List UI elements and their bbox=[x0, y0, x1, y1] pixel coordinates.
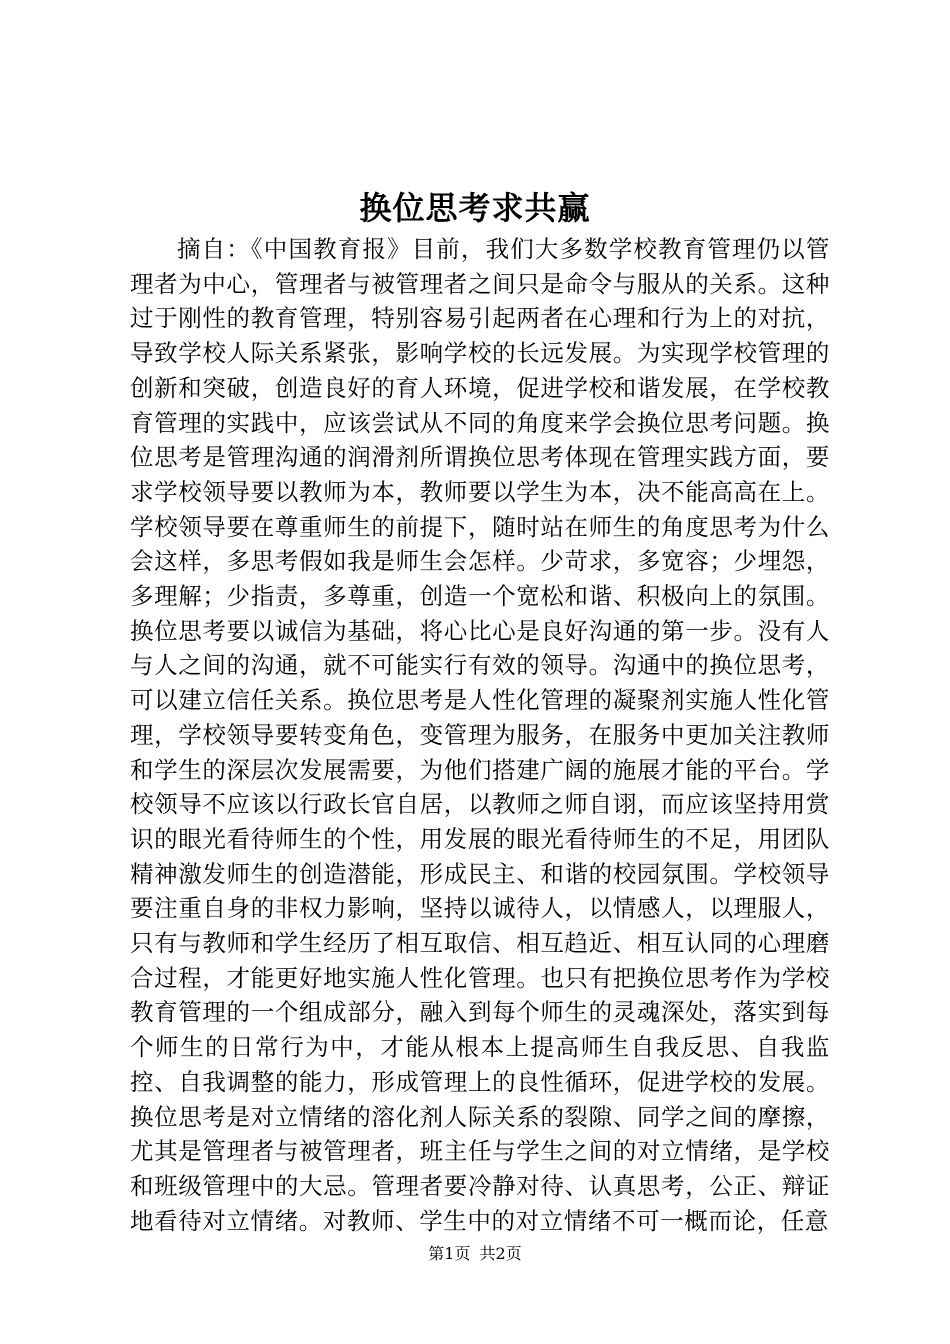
page-total: 共2页 bbox=[479, 1244, 522, 1263]
document-title: 换位思考求共赢 bbox=[359, 189, 591, 227]
body-paragraph: 摘自：《中国教育报》目前，我们大多数学校教育管理仍以管理者为中心，管理者与被管理者之间只是命令与服从的关系。这种过于刚性的教育管理，特别容易引起两者在心理和行为上的对抗，导致学校人际关系紧张，影响学校的长远发展。为实现学校管理的创新和突破，创造良好的育人环境，促进学校和谐发展，在学校教育管理的实践中，应该尝试从不同的角度来学会换位思考问题。换位思考是管理沟通的润滑剂所谓换位思考体现在管理实践方面，要求学校领导要以教师为本，教师要以学生为本，决不能高高在上。学校领导要在尊重师生的前提下，随时站在师生的角度思考为什么会这样，多思考假如我是师生会怎样。少苛求，多宽容；少埋怨，多理解；少指责，多尊重，创造一个宽松和谐、积极向上的氛围。换位思考要以诚信为基础，将心比心是良好沟通的第一步。没有人与人之间的沟通，就不可能实行有效的领导。沟通中的换位思考，可以建立信任关系。换位思考是人性化管理的凝聚剂实施人性化管理，学校领导要转变角色，变管理为服务，在服务中更加关注教师和学生的深层次发展需要，为他们搭建广阔的施展才能的平台。学校领导不应该以行政长官自居，以教师之师自诩，而应该坚持用赏识的眼光看待师生的个性，用发展的眼光看待师生的不足，用团队精神激发师生的创造潜能，形成民主、和谐的校园氛围。学校领导要注重自身的非权力影响，坚持以诚待人，以情感人，以理服人，只有与教师和学生经历了相互取信、相互趋近、相互认同的心理磨合过程，才能更好地实施人性化管理。也只有把换位思考作为学校教育管理的一个组成部分，融入到每个师生的灵魂深处，落实到每个师生的日常行为中，才能从根本上提高师生自我反思、自我监控、自我调整的能力，形成管理上的良性循环，促进学校的发展。换位思考是对立情绪的溶化剂人际关系的裂隙、同学之间的摩擦，尤其是管理者与被管理者，班主任与学生之间的对立情绪，是学校和班级管理中的大忌。管理者要冷静对待、认真思考，公正、辩证地看待对立情绪。对教师、学生中的对立情绪不可一概而论，任意 bbox=[130, 235, 830, 1235]
page-footer bbox=[0, 1244, 950, 1264]
page-number: 第1页 bbox=[428, 1244, 471, 1263]
